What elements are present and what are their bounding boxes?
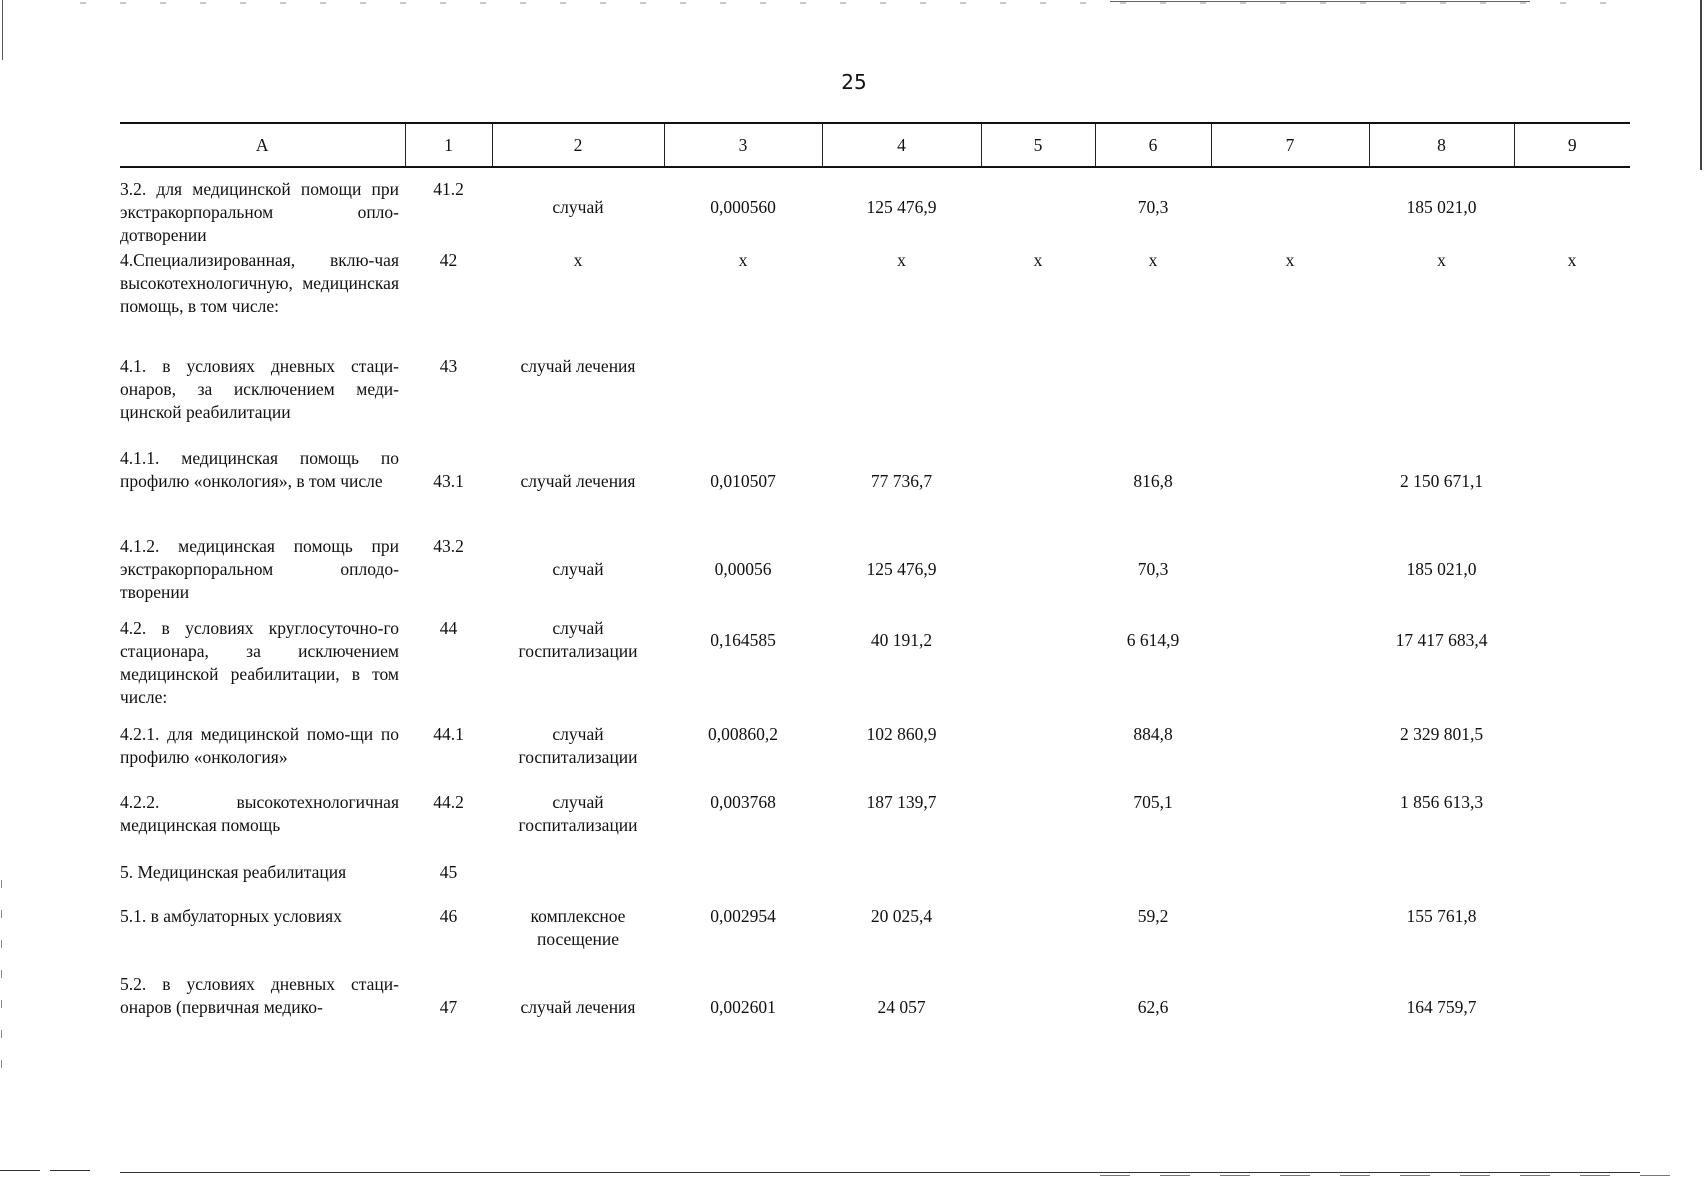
row-unit-cell: случай госпитализации (518, 724, 638, 767)
row-value-cell: х (1285, 250, 1295, 270)
row-value-cell: 0,003768 (710, 792, 776, 812)
row-value-cell (1211, 973, 1369, 1033)
row-value-cell (1211, 167, 1369, 249)
row-value-cell: 0,00056 (714, 559, 772, 579)
row-code-cell: 46 (439, 906, 458, 926)
row-value-cell (1211, 791, 1369, 861)
table-row (120, 535, 1630, 617)
row-value-cell (1369, 861, 1514, 905)
table-row (120, 723, 1630, 791)
row-value-cell (1095, 355, 1211, 447)
row-name-cell: 4.Специализированная, вклю-чая высокотехнологичную, медицинская помощь, в том числе: (120, 250, 399, 316)
row-value-cell: 0,000560 (710, 197, 776, 217)
row-value-cell: 187 139,7 (866, 792, 937, 812)
row-name-cell: 4.2.2. высокотехнологичная медицинская помощь (120, 792, 399, 835)
row-value-cell (981, 535, 1095, 617)
row-unit-cell: случай (552, 197, 604, 217)
table-row (120, 167, 1630, 249)
column-header: 4 (822, 123, 981, 167)
table-row (120, 791, 1630, 861)
row-value-cell (1514, 723, 1630, 791)
row-name-cell: 5.2. в условиях дневных стаци-онаров (первичная медико- (120, 974, 399, 1017)
row-value-cell: 59,2 (1137, 906, 1169, 926)
row-value-cell (981, 905, 1095, 973)
row-name-cell: 4.1.2. медицинская помощь при экстракорпоральном оплодо-творении (120, 536, 399, 602)
row-value-cell (981, 355, 1095, 447)
column-header: 8 (1369, 123, 1514, 167)
row-value-cell (1514, 167, 1630, 249)
data-table (120, 122, 1630, 1033)
row-value-cell (822, 355, 981, 447)
row-code-cell: 45 (439, 862, 458, 882)
row-value-cell: 164 759,7 (1406, 997, 1477, 1017)
scan-left-ticks (1, 880, 2, 1080)
row-unit-cell: случай (552, 559, 604, 579)
row-value-cell (981, 973, 1095, 1033)
row-code-cell: 47 (439, 997, 458, 1017)
row-value-cell: х (738, 250, 748, 270)
row-name-cell: 3.2. для медицинской помощи при экстракорпоральном опло-дотворении (120, 179, 399, 245)
table-row (120, 355, 1630, 447)
table-row (120, 905, 1630, 973)
row-value-cell (1514, 973, 1630, 1033)
row-code-cell: 44 (439, 618, 458, 638)
row-code-cell: 43 (439, 356, 458, 376)
data-table-wrapper (120, 122, 1630, 1033)
table-header-row (120, 123, 1630, 167)
table-row (120, 617, 1630, 723)
row-value-cell (1514, 535, 1630, 617)
row-code-cell: 44.2 (433, 792, 464, 812)
scan-top-noise (80, 2, 1640, 4)
row-unit-cell: случай госпитализации (518, 618, 638, 661)
table-row (120, 249, 1630, 355)
row-name-cell: 4.1.1. медицинская помощь по профилю «онкология», в том числе (120, 448, 399, 491)
row-value-cell: 884,8 (1133, 724, 1173, 744)
row-value-cell: 125 476,9 (866, 559, 937, 579)
row-code-cell: 42 (439, 250, 458, 270)
row-value-cell: 125 476,9 (866, 197, 937, 217)
row-name-cell: 4.2.1. для медицинской помо-щи по профилю «онкология» (120, 724, 399, 767)
row-unit-cell: случай лечения (520, 471, 636, 491)
table-body (120, 167, 1630, 1033)
row-value-cell: 62,6 (1137, 997, 1169, 1017)
row-unit-cell: случай лечения (520, 997, 636, 1017)
row-code-cell: 41.2 (433, 179, 464, 199)
row-value-cell: 0,010507 (710, 471, 776, 491)
row-value-cell: 155 761,8 (1406, 906, 1477, 926)
row-value-cell (1211, 447, 1369, 535)
page-bottom-rule (120, 1172, 1640, 1173)
row-value-cell: х (897, 250, 906, 270)
row-unit-cell: случай госпитализации (518, 792, 638, 835)
row-value-cell (1211, 535, 1369, 617)
row-value-cell (1211, 355, 1369, 447)
scan-edge-left (2, 0, 3, 60)
row-code-cell: 44.1 (433, 724, 464, 744)
row-value-cell: 70,3 (1137, 559, 1169, 579)
row-name-cell: 5. Медицинская реабилитация (120, 862, 347, 882)
row-value-cell (981, 723, 1095, 791)
row-value-cell: 705,1 (1133, 792, 1173, 812)
row-value-cell: 2 329 801,5 (1399, 724, 1484, 744)
row-value-cell (1211, 861, 1369, 905)
row-value-cell (981, 791, 1095, 861)
row-value-cell: х (1148, 250, 1158, 270)
row-value-cell (1514, 447, 1630, 535)
row-value-cell (1095, 861, 1211, 905)
row-value-cell: 17 417 683,4 (1395, 630, 1488, 650)
row-value-cell (664, 861, 822, 905)
row-value-cell (1211, 723, 1369, 791)
row-value-cell: 1 856 613,3 (1399, 792, 1484, 812)
row-value-cell: 816,8 (1133, 471, 1173, 491)
row-value-cell (1211, 617, 1369, 723)
column-header: 3 (664, 123, 822, 167)
table-row (120, 973, 1630, 1033)
row-name-cell: 4.1. в условиях дневных стаци-онаров, за исключением меди-цинской реабилитации (120, 356, 399, 422)
column-header: 6 (1095, 123, 1211, 167)
row-value-cell (981, 167, 1095, 249)
row-value-cell: 0,00860,2 (708, 724, 778, 744)
row-code-cell: 43.1 (433, 471, 464, 491)
row-value-cell (664, 355, 822, 447)
row-value-cell: х (1437, 250, 1446, 270)
row-name-cell: 4.2. в условиях круглосуточно-го стационара, за исключением медицинской реабилитации, в том числе: (120, 618, 399, 707)
row-value-cell: 102 860,9 (866, 724, 937, 744)
row-value-cell: 185 021,0 (1406, 197, 1477, 217)
row-value-cell (1211, 905, 1369, 973)
row-unit-cell: комплексное посещение (530, 906, 626, 949)
row-value-cell: 0,002954 (710, 906, 776, 926)
row-unit-cell (492, 861, 664, 905)
row-value-cell: 2 150 671,1 (1399, 471, 1484, 491)
row-value-cell: 70,3 (1137, 197, 1169, 217)
column-header: 9 (1514, 123, 1630, 167)
row-value-cell (1514, 791, 1630, 861)
column-header: 5 (981, 123, 1095, 167)
row-name-cell: 5.1. в амбулаторных условиях (120, 906, 342, 926)
row-value-cell (981, 861, 1095, 905)
row-value-cell (1369, 355, 1514, 447)
row-value-cell (1514, 861, 1630, 905)
row-value-cell (822, 861, 981, 905)
row-unit-cell: х (573, 250, 583, 270)
row-value-cell: 0,002601 (710, 997, 776, 1017)
row-value-cell: 20 025,4 (870, 906, 933, 926)
page-number: 25 (841, 70, 867, 94)
row-value-cell (981, 447, 1095, 535)
page-bottom-rule-left (0, 1170, 90, 1171)
scan-bottom-noise (1100, 1175, 1700, 1176)
row-value-cell: 6 614,9 (1126, 630, 1180, 650)
row-value-cell (1514, 617, 1630, 723)
row-value-cell: х (1567, 250, 1577, 270)
row-value-cell (1514, 905, 1630, 973)
row-value-cell: х (1033, 250, 1043, 270)
table-row (120, 447, 1630, 535)
column-header: 1 (405, 123, 492, 167)
column-header: А (120, 123, 405, 167)
column-header: 7 (1211, 123, 1369, 167)
row-value-cell: 24 057 (877, 997, 926, 1017)
row-unit-cell: случай лечения (520, 356, 636, 376)
row-value-cell: 40 191,2 (870, 630, 933, 650)
scan-top-line (1110, 1, 1530, 2)
row-value-cell: 0,164585 (710, 630, 776, 650)
row-value-cell (1514, 355, 1630, 447)
table-row (120, 861, 1630, 905)
row-value-cell: 77 736,7 (870, 471, 933, 491)
row-code-cell: 43.2 (433, 536, 464, 556)
row-value-cell (981, 617, 1095, 723)
column-header: 2 (492, 123, 664, 167)
row-value-cell: 185 021,0 (1406, 559, 1477, 579)
